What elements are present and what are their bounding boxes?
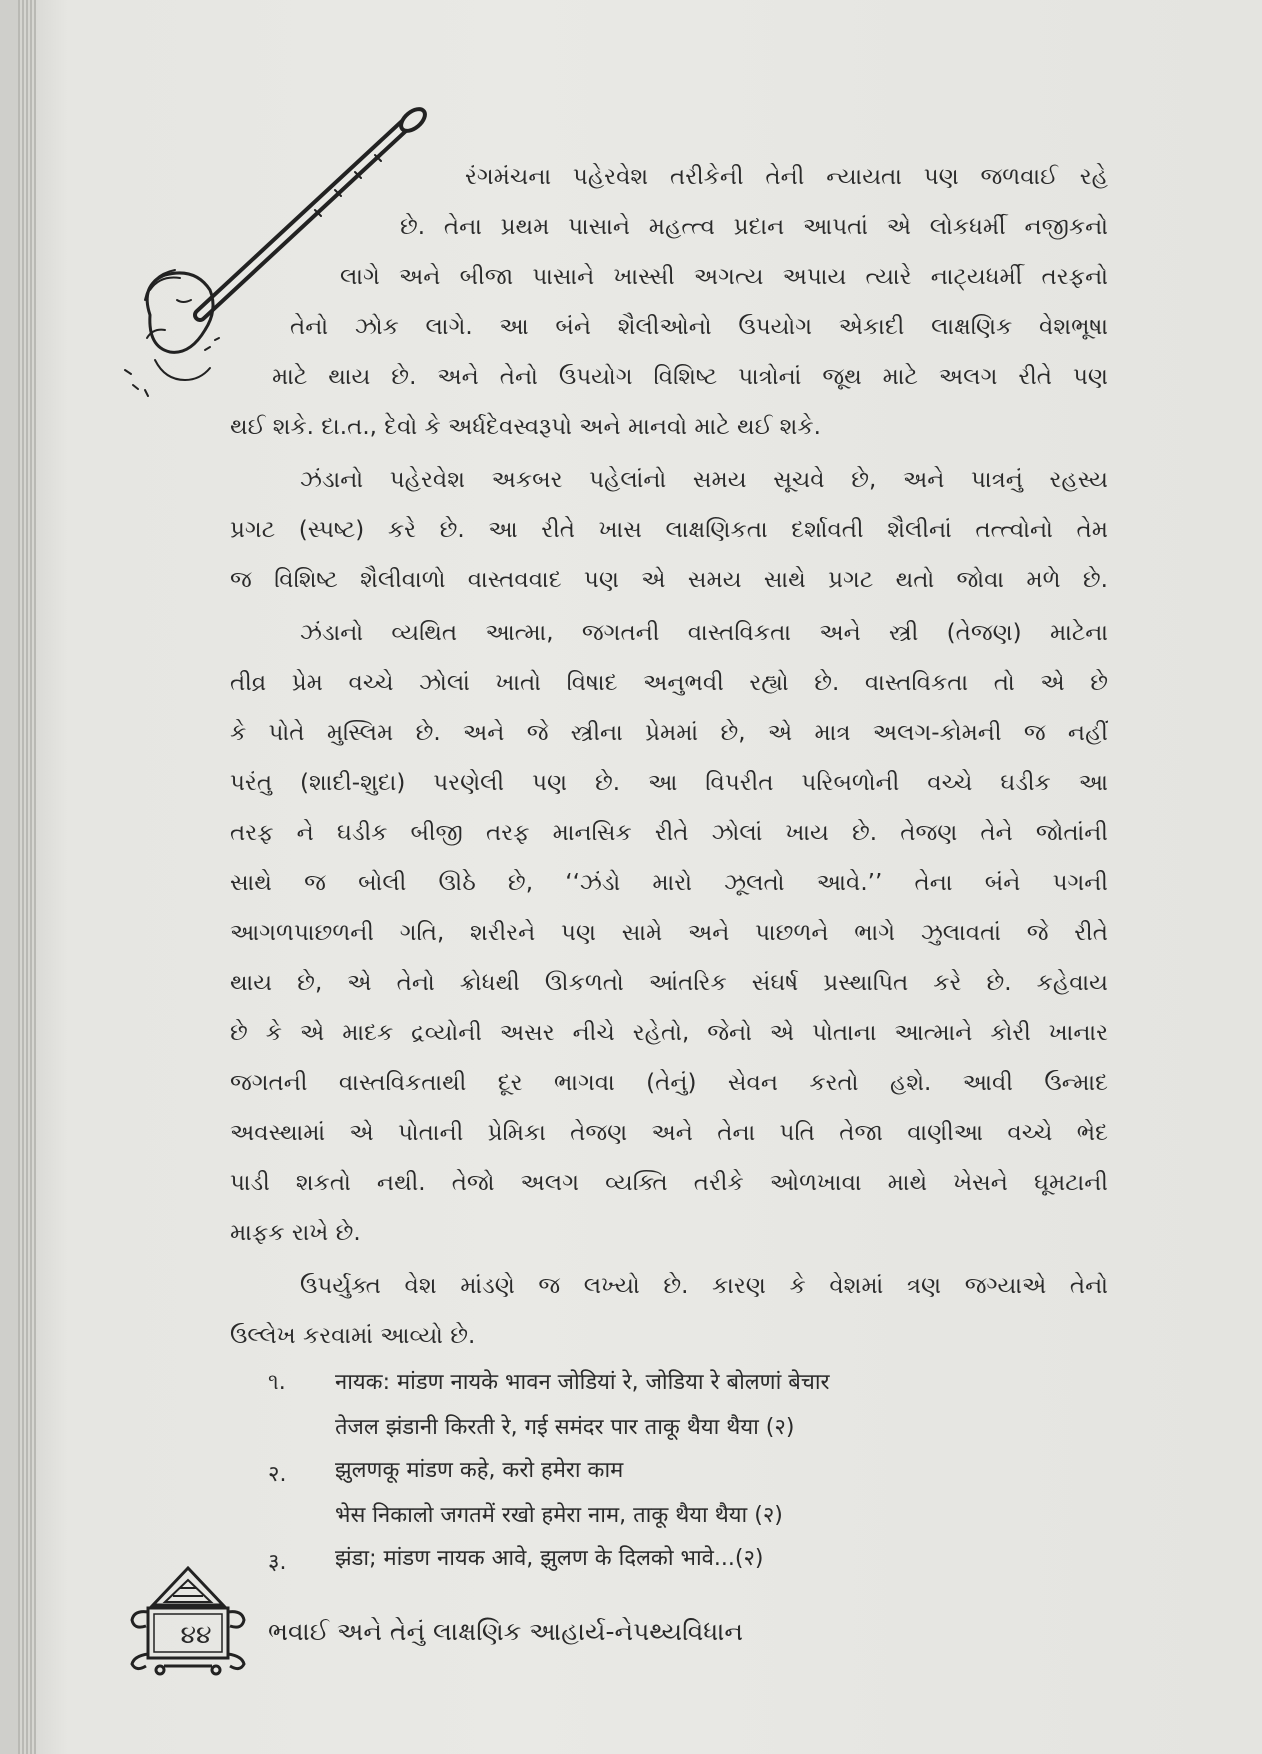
verse-line: झुलणकू मांडण कहे, करो हमेरा काम [335, 1458, 624, 1483]
verse-line: नायक: मांडण नायके भावन जोडियां रे, जोडिया रे बोलणां बेचार [335, 1370, 830, 1395]
text-line: સાથે જ બોલી ઊઠે છે, ‘‘ઝંડો મારો ઝૂલતો આવે.’’ તેના બંને પગની [230, 870, 1108, 896]
text-line: માટે થાય છે. અને તેનો ઉપયોગ વિશિષ્ટ પાત્રોનાં જૂથ માટે અલગ રીતે પણ [272, 364, 1108, 390]
text-line: આગળપાછળની ગતિ, શરીરને પણ સામે અને પાછળને ભાગે ઝુલાવતાં જે રીતે [230, 920, 1108, 946]
text-line: છે કે એ માદક દ્રવ્યોની અસર નીચે રહેતો, જેનો એ પોતાના આત્માને કોરી ખાનાર [230, 1020, 1108, 1046]
verse-line: तेजल झंडानी किरती रे, गई समंदर पार ताकू थैया थैया (२) [335, 1415, 795, 1440]
verse-line: झंडा; मांडण नायक आवे, झुलण के दिलको भावे...(२) [335, 1546, 764, 1571]
text-line: ઝંડાનો વ્યથિત આત્મા, જગતની વાસ્તવિકતા અને સ્ત્રી (તેજણ) માટેના [300, 620, 1108, 646]
running-footer-title: ભવાઈ અને તેનું લાક્ષણિક આહાર્ય-નેપથ્યવિધાન [268, 1617, 744, 1646]
text-line: ઝંડાનો પહેરવેશ અકબર પહેલાંનો સમય સૂચવે છે, અને પાત્રનું રહસ્ય [300, 467, 1108, 493]
text-line: તીવ્ર પ્રેમ વચ્ચે ઝોલાં ખાતો વિષાદ અનુભવી રહ્યો છે. વાસ્તવિકતા તો એ છે [230, 670, 1108, 696]
text-line: માફક રાખે છે. [230, 1220, 361, 1246]
page-edge [18, 0, 36, 1754]
verse-number: २. [268, 1462, 287, 1487]
text-line: ઉલ્લેખ કરવામાં આવ્યો છે. [230, 1323, 476, 1349]
verse-line: भेस निकालो जगतमें रखो हमेरा नाम, ताकू थैया थैया (२) [335, 1503, 783, 1528]
text-line: કે પોતે મુસ્લિમ છે. અને જે સ્ત્રીના પ્રેમમાં છે, એ માત્ર અલગ-કોમની જ નહીં [230, 720, 1108, 746]
text-line: પ્રગટ (સ્પષ્ટ) કરે છે. આ રીતે ખાસ લાક્ષણિકતા દર્શાવતી શૈલીનાં તત્ત્વોનો તેમ [230, 517, 1108, 543]
text-line: થાય છે, એ તેનો ક્રોધથી ઊકળતો આંતરિક સંઘર્ષ પ્રસ્થાપિત કરે છે. કહેવાય [230, 970, 1108, 996]
text-line: છે. તેના પ્રથમ પાસાને મહત્ત્વ પ્રદાન આપતાં એ લોકધર્મી નજીકનો [400, 214, 1108, 240]
text-line: તેનો ઝોક લાગે. આ બંને શૈલીઓનો ઉપયોગ એકાદી લાક્ષણિક વેશભૂષા [290, 314, 1108, 340]
horn-player-illustration [105, 100, 445, 400]
text-line: તરફ ને ઘડીક બીજી તરફ માનસિક રીતે ઝોલાં ખાય છે. તેજણ તેને જોતાંની [230, 820, 1108, 846]
text-line: પાડી શકતો નથી. તેજો અલગ વ્યક્તિ તરીકે ઓળખાવા માથે ખેસને ઘૂમટાની [230, 1170, 1108, 1196]
text-line: ઉપર્યુક્ત વેશ માંડણે જ લખ્યો છે. કારણ કે વેશમાં ત્રણ જગ્યાએ તેનો [300, 1273, 1108, 1299]
text-line: લાગે અને બીજા પાસાને ખાસ્સી અગત્ય અપાય ત્યારે નાટ્યધર્મી તરફનો [340, 264, 1108, 290]
text-line: જ વિશિષ્ટ શૈલીવાળો વાસ્તવવાદ પણ એ સમય સાથે પ્રગટ થતો જોવા મળે છે. [230, 567, 1108, 593]
text-line: રંગમંચના પહેરવેશ તરીકેની તેની ન્યાયતા પણ જળવાઈ રહે [465, 164, 1108, 190]
text-line: પરંતુ (શાદી-શુદા) પરણેલી પણ છે. આ વિપરીત પરિબળોની વચ્ચે ઘડીક આ [230, 770, 1108, 796]
verse-number: ३. [268, 1550, 287, 1575]
text-line: જગતની વાસ્તવિકતાથી દૂર ભાગવા (તેનું) સેવન કરતો હશે. આવી ઉન્માદ [230, 1070, 1108, 1096]
text-line: થઈ શકે. દા.ત., દેવો કે અર્ધદેવસ્વરૂપો અને માનવો માટે થઈ શકે. [230, 414, 821, 440]
page-number: ૪૪ [180, 1620, 212, 1649]
text-line: અવસ્થામાં એ પોતાની પ્રેમિકા તેજણ અને તેના પતિ તેજા વાણીઆ વચ્ચે ભેદ [230, 1120, 1108, 1146]
verse-number: ૧. [268, 1370, 286, 1395]
